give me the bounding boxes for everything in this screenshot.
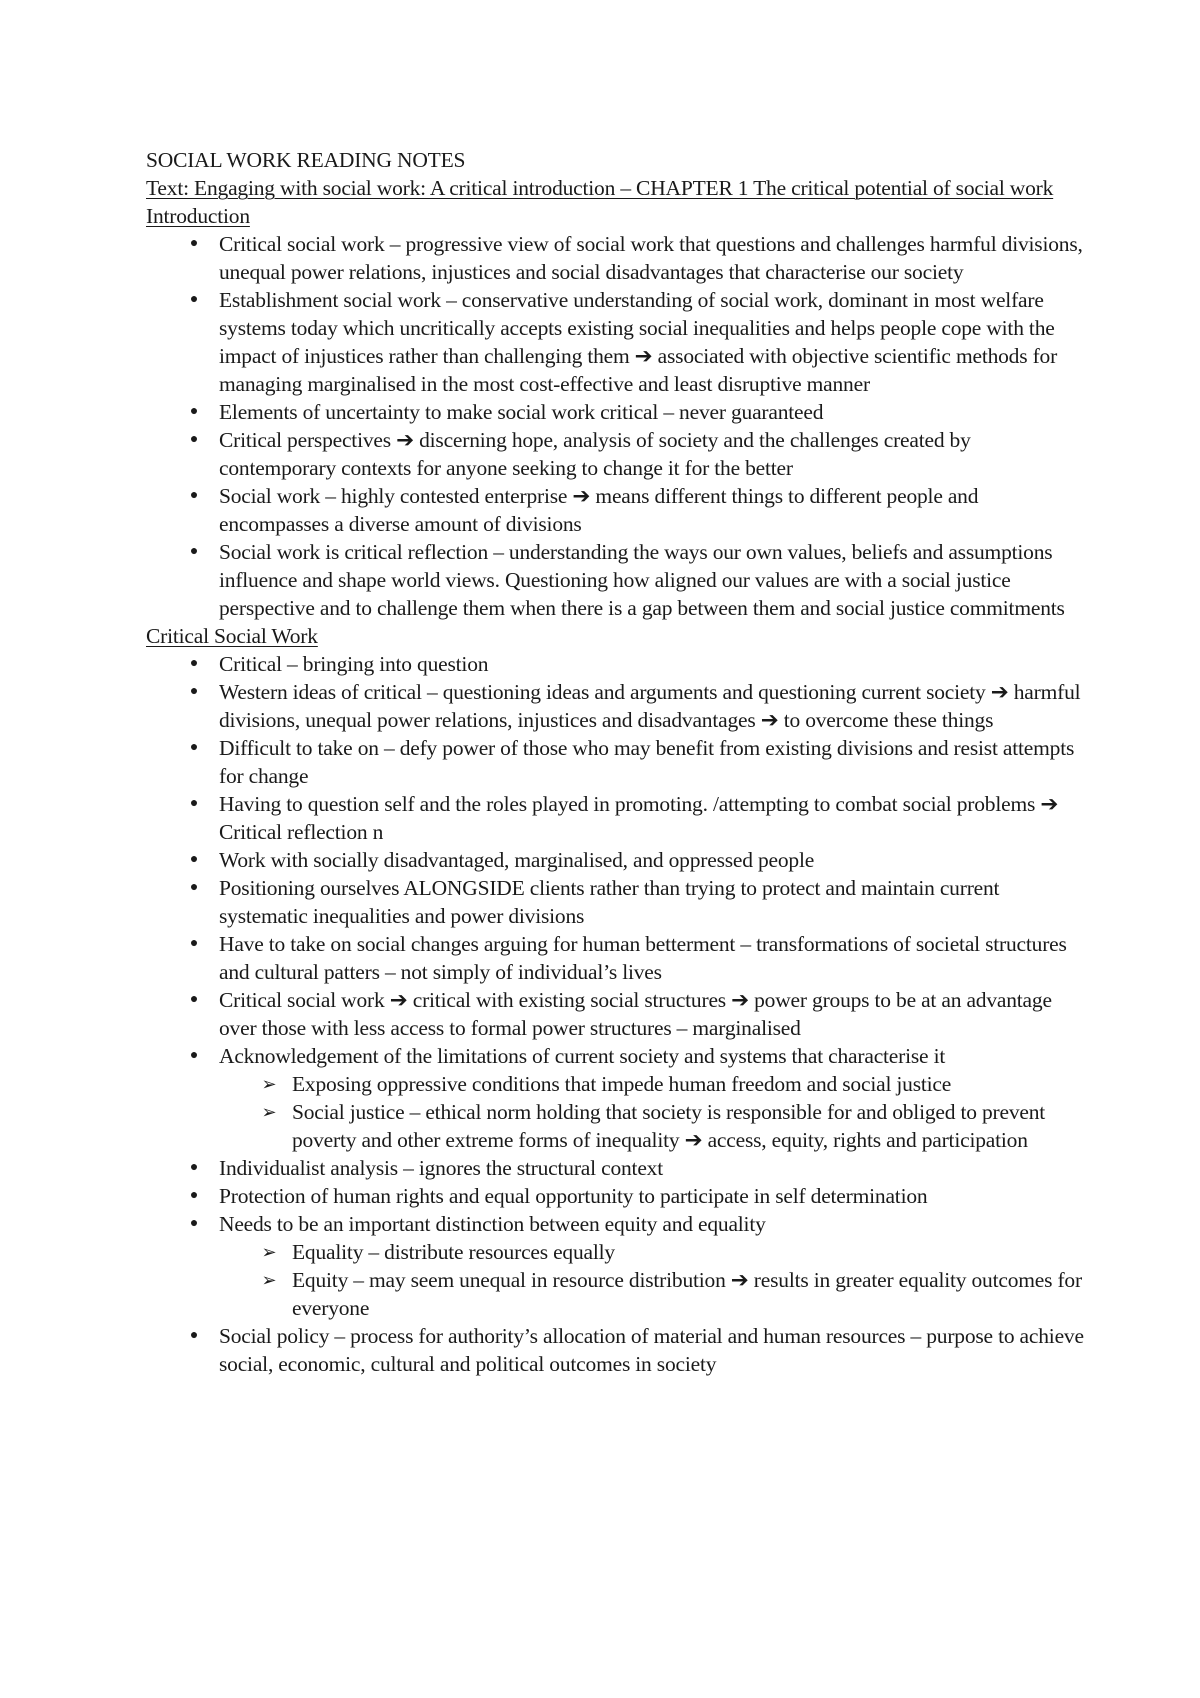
bullet-icon: ● bbox=[189, 936, 199, 951]
sub-list-item-text: Social justice – ethical norm holding that society is responsible for and obliged to prevent poverty and other extreme forms of inequality ➔ access, equity, rights and participation bbox=[292, 1100, 1046, 1152]
text-reference: Text: Engaging with social work: A critical introduction – CHAPTER 1 The critical potential of social work bbox=[146, 176, 1054, 200]
critical-social-work-list bbox=[146, 650, 1086, 1378]
bullet-icon: ● bbox=[189, 656, 199, 671]
list-item-text: Work with socially disadvantaged, marginalised, and oppressed people bbox=[219, 848, 815, 872]
arrow-bullet-icon: ➢ bbox=[261, 1270, 277, 1290]
document-title: SOCIAL WORK READING NOTES bbox=[146, 148, 466, 172]
bullet-icon: ● bbox=[189, 684, 199, 699]
sub-list-item bbox=[146, 1266, 1086, 1322]
list-item bbox=[146, 986, 1086, 1042]
bullet-icon: ● bbox=[189, 544, 199, 559]
list-item-text: Acknowledgement of the limitations of current society and systems that characterise it bbox=[219, 1044, 946, 1068]
list-item bbox=[146, 482, 1086, 538]
list-item-text: Social work – highly contested enterprise ➔ means different things to different people and encompasses a diverse amount of divisions bbox=[219, 484, 979, 536]
sub-list-item-text: Equality – distribute resources equally bbox=[292, 1240, 615, 1264]
list-item bbox=[146, 734, 1086, 790]
list-item bbox=[146, 790, 1086, 846]
section-heading-introduction: Introduction bbox=[146, 204, 250, 228]
list-item bbox=[146, 398, 1086, 426]
introduction-list bbox=[146, 230, 1086, 622]
list-item bbox=[146, 1210, 1086, 1238]
sub-list-item-text: Equity – may seem unequal in resource distribution ➔ results in greater equality outcomes for everyone bbox=[292, 1268, 1082, 1320]
list-item-text: Social work is critical reflection – understanding the ways our own values, beliefs and assumptions influence and shape world views. Questioning how aligned our values are with a social justice perspective and to challenge them when there is a gap between them and social justice commitments bbox=[219, 540, 1065, 620]
sub-list-item bbox=[146, 1070, 1086, 1098]
list-item-text: Critical – bringing into question bbox=[219, 652, 489, 676]
bullet-icon: ● bbox=[189, 1048, 199, 1063]
list-item-text: Western ideas of critical – questioning ideas and arguments and questioning current society ➔ harmful divisions, unequal power relations, injustices and disadvantages ➔ to overcome these things bbox=[219, 680, 1081, 732]
list-item-text: Difficult to take on – defy power of those who may benefit from existing divisions and resist attempts for change bbox=[219, 736, 1075, 788]
list-item-text: Critical social work ➔ critical with existing social structures ➔ power groups to be at an advantage over those with less access to formal power structures – marginalised bbox=[219, 988, 1052, 1040]
list-item bbox=[146, 286, 1086, 398]
bullet-icon: ● bbox=[189, 292, 199, 307]
document-page bbox=[146, 146, 1086, 1378]
list-item bbox=[146, 650, 1086, 678]
bullet-icon: ● bbox=[189, 404, 199, 419]
list-item bbox=[146, 1042, 1086, 1070]
list-item bbox=[146, 874, 1086, 930]
list-item-text: Needs to be an important distinction between equity and equality bbox=[219, 1212, 766, 1236]
list-item-text: Protection of human rights and equal opportunity to participate in self determination bbox=[219, 1184, 928, 1208]
bullet-icon: ● bbox=[189, 740, 199, 755]
arrow-bullet-icon: ➢ bbox=[261, 1102, 277, 1122]
arrow-bullet-icon: ➢ bbox=[261, 1242, 277, 1262]
arrow-bullet-icon: ➢ bbox=[261, 1074, 277, 1094]
list-item-text: Critical social work – progressive view of social work that questions and challenges harmful divisions, unequal power relations, injustices and social disadvantages that characterise our society bbox=[219, 232, 1083, 284]
list-item bbox=[146, 538, 1086, 622]
bullet-icon: ● bbox=[189, 488, 199, 503]
sub-list-item-text: Exposing oppressive conditions that impede human freedom and social justice bbox=[292, 1072, 952, 1096]
list-item bbox=[146, 678, 1086, 734]
bullet-icon: ● bbox=[189, 992, 199, 1007]
bullet-icon: ● bbox=[189, 1328, 199, 1343]
bullet-icon: ● bbox=[189, 852, 199, 867]
bullet-icon: ● bbox=[189, 796, 199, 811]
list-item-text: Establishment social work – conservative understanding of social work, dominant in most welfare systems today which uncritically accepts existing social inequalities and helps people cope with the impact of injustices rather than challenging them ➔ associated with objective scientific methods for managing marginalised in the most cost-effective and least disruptive manner bbox=[219, 288, 1058, 396]
list-item-text: Social policy – process for authority’s allocation of material and human resources – purpose to achieve social, economic, cultural and political outcomes in society bbox=[219, 1324, 1084, 1376]
list-item bbox=[146, 930, 1086, 986]
sub-list-item bbox=[146, 1098, 1086, 1154]
list-item-text: Having to question self and the roles played in promoting. /attempting to combat social problems ➔ Critical reflection n bbox=[219, 792, 1059, 844]
list-item bbox=[146, 230, 1086, 286]
list-item-text: Critical perspectives ➔ discerning hope, analysis of society and the challenges created by contemporary contexts for anyone seeking to change it for the better bbox=[219, 428, 971, 480]
list-item-text: Positioning ourselves ALONGSIDE clients rather than trying to protect and maintain current systematic inequalities and power divisions bbox=[219, 876, 1000, 928]
list-item-text: Have to take on social changes arguing for human betterment – transformations of societal structures and cultural patters – not simply of individual’s lives bbox=[219, 932, 1067, 984]
list-item-text: Elements of uncertainty to make social work critical – never guaranteed bbox=[219, 400, 824, 424]
bullet-icon: ● bbox=[189, 880, 199, 895]
list-item bbox=[146, 426, 1086, 482]
bullet-icon: ● bbox=[189, 432, 199, 447]
section-heading-critical-social-work: Critical Social Work bbox=[146, 624, 318, 648]
list-item bbox=[146, 1182, 1086, 1210]
list-item-text: Individualist analysis – ignores the structural context bbox=[219, 1156, 663, 1180]
list-item bbox=[146, 1322, 1086, 1378]
list-item bbox=[146, 846, 1086, 874]
bullet-icon: ● bbox=[189, 1160, 199, 1175]
bullet-icon: ● bbox=[189, 1216, 199, 1231]
bullet-icon: ● bbox=[189, 236, 199, 251]
list-item bbox=[146, 1154, 1086, 1182]
bullet-icon: ● bbox=[189, 1188, 199, 1203]
sub-list-item bbox=[146, 1238, 1086, 1266]
